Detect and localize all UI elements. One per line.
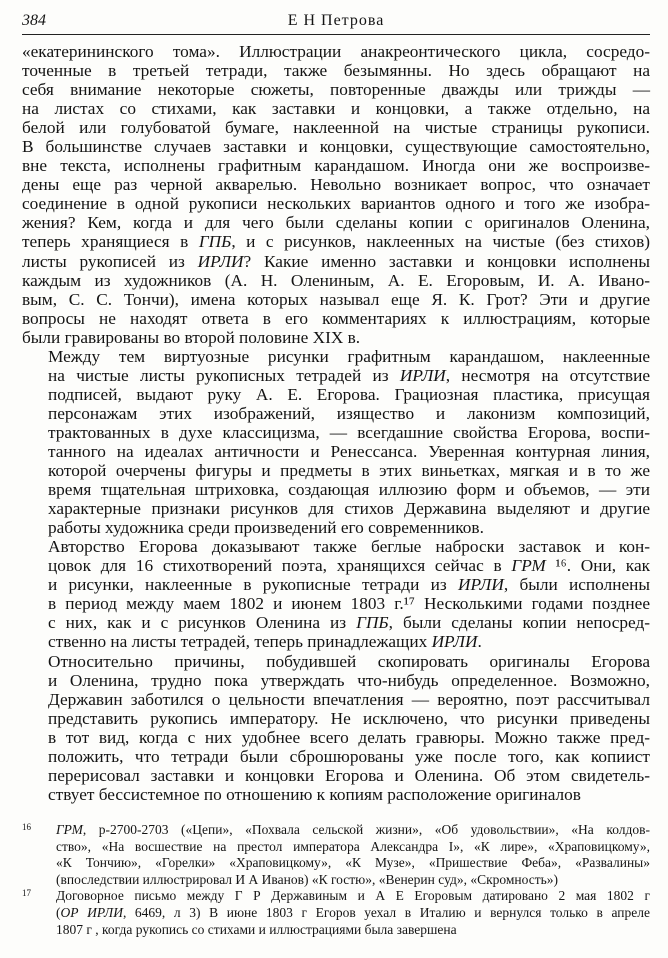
text-line: Между тем виртуозные рисунки графитным карандашом, наклеенные <box>48 346 650 366</box>
text-line: белой или голубоватой бумаге, наклеенной на чистые страницы рукописи. <box>22 118 650 138</box>
text-line: на листах со стихами, как заставки и концовки, а также отдельно, на <box>22 99 650 119</box>
text-line: Державин заботился о цельности впечатления — вероятно, поэт рассчитывал <box>48 689 650 709</box>
text-line: работы художника среди произведений его современников. <box>48 518 484 538</box>
text-line: перерисовал заставки и концовки Егорова и Оленина. Об этом свидетель- <box>48 765 650 785</box>
text-line: вне текста, исполнены графитным карандашом. Иногда они же воспроизве- <box>22 156 650 176</box>
text-line: и рисунки, наклеенные в рукописные тетради из ИРЛИ, были исполнены <box>48 575 650 595</box>
text-line: танного на идеалах античности и Ренессанса. Уверенная контурная линия, <box>48 441 650 461</box>
text-line: ственно на листы тетрадей, теперь принадлежащих ИРЛИ. <box>48 632 482 652</box>
page-number: 384 <box>22 12 46 29</box>
paragraph <box>22 652 650 804</box>
text-line: соединение в одной рукописи нескольких вариантов одного и того же изобра- <box>22 194 650 214</box>
footnote-line: (ОР ИРЛИ, 6469, л 3) В июне 1803 г Егоров уехал в Италию и вернулся только в апреле <box>56 904 650 920</box>
text-line: жения? Кем, когда и для чего были сделаны копии с оригиналов Оленина, <box>22 213 650 233</box>
text-line: с них, как и с рисунков Оленина из ГПБ, были сделаны копии непосред- <box>48 613 650 633</box>
text-line: представить рукопись императору. Не исключено, что рисунки приведены <box>48 708 650 728</box>
text-line: «екатерининского тома». Иллюстрации анакреонтического цикла, сосредо- <box>22 42 650 61</box>
text-line: и Оленина, трудно пока утверждать что-нибудь определенное. Возможно, <box>48 670 650 690</box>
text-line: в тот вид, когда с них удобнее всего делать гравюры. Можно также пред- <box>48 727 650 747</box>
text-line: каждым из художников (А. Н. Олениным, А. Е. Егоровым, И. А. Ивано- <box>22 270 650 290</box>
text-line: листы рукописей из ИРЛИ? Какие именно заставки и концовки исполнены <box>22 251 650 271</box>
text-line: Авторство Егорова доказывают также беглые наброски заставок и кон- <box>48 537 650 557</box>
footnote-line: ГРМ, р-2700-2703 («Цепи», «Похвала сельской жизни», «Об удовольствии», «На колдов- <box>56 822 650 837</box>
footnote-line: (впоследствии иллюстрировал И А Иванов) «К гостю», «Венерин суд», «Скромность») <box>56 871 559 887</box>
footnote-line: ство», «На восшествие на престол императора Александра I», «К лире», «Храповицкому», <box>56 838 650 854</box>
text-line: вопросы не находят ответа в его комментариях к иллюстрациям, которые <box>22 308 650 328</box>
text-line: ствует бессистемное по отношению к копиям расположение оригиналов <box>48 784 581 804</box>
text-line: характерные признаки рисунков для стихов Державина выделяют и другие <box>48 499 650 519</box>
text-line: в период между маем 1802 и июнем 1803 г.¹⁷ Несколькими годами позднее <box>48 594 650 614</box>
text-line: вым, С. С. Тончи), имена которых называл еще Я. К. Грот? Эти и другие <box>22 289 650 309</box>
text-line: время тщательная штриховка, создающая иллюзию форм и объемов, — эти <box>48 480 650 500</box>
text-line: подписей, выдают руку А. Е. Егорова. Грациозная пластика, присущая <box>48 384 650 404</box>
text-line: себя внимание некоторые сюжеты, повторенные дважды или трижды — <box>22 80 650 100</box>
text-line: Относительно причины, побудившей скопировать оригиналы Егорова <box>48 651 650 671</box>
text-line: В большинстве случаев заставки и концовки, существующие самостоятельно, <box>22 137 650 157</box>
paragraph <box>22 537 650 651</box>
footnote-mark: 17 <box>22 888 31 899</box>
text-line: персонажам этих изображений, изящество и лаконизм композиций, <box>48 403 650 423</box>
paragraph <box>22 347 650 537</box>
text-line: положить, что тетради были сброшюрованы уже после того, как копиист <box>48 746 650 766</box>
footnote-mark: 16 <box>22 822 31 832</box>
footnote <box>22 888 650 938</box>
text-line: цовок для 16 стихотворений поэта, хранящихся сейчас в ГРМ ¹⁶. Они, как <box>48 556 651 576</box>
body-text <box>22 42 650 804</box>
text-line: трактованных в духе классицизма, — всегдашние свойства Егорова, воспи- <box>48 422 650 442</box>
footnotes <box>22 822 650 938</box>
running-head: Е Н Петрова <box>287 12 385 29</box>
text-line: точенные в третьей тетради, также безымянны. Но здесь обращают на <box>22 61 650 81</box>
footnote-line: Договорное письмо между Г Р Державиным и А Е Егоровым датировано 2 мая 1802 г <box>56 888 650 904</box>
text-line: на чистые листы рукописных тетрадей из ИРЛИ, несмотря на отсутствие <box>48 365 650 385</box>
footnote <box>22 822 650 888</box>
header-rule <box>22 34 650 35</box>
footnote-line: 1807 г , когда рукопись со стихами и иллюстрациями была завершена <box>56 921 457 937</box>
page-header <box>22 6 650 32</box>
text-line: теперь хранящиеся в ГПБ, и с рисунков, наклеенных на чистые (без стихов) <box>22 232 650 252</box>
footnote-line: «К Тончию», «Горелки» «Храповицкому», «К Музе», «Пришествие Феба», «Развалины» <box>56 855 650 871</box>
text-line: были гравированы во второй половине XIX в. <box>22 327 361 347</box>
text-line: которой очерчены фигуры и предметы в этих виньетках, мягкая и в то же <box>48 461 650 481</box>
text-line: дены еще раз черной акварелью. Невольно возникает вопрос, что означает <box>22 175 650 195</box>
paragraph <box>22 42 650 347</box>
